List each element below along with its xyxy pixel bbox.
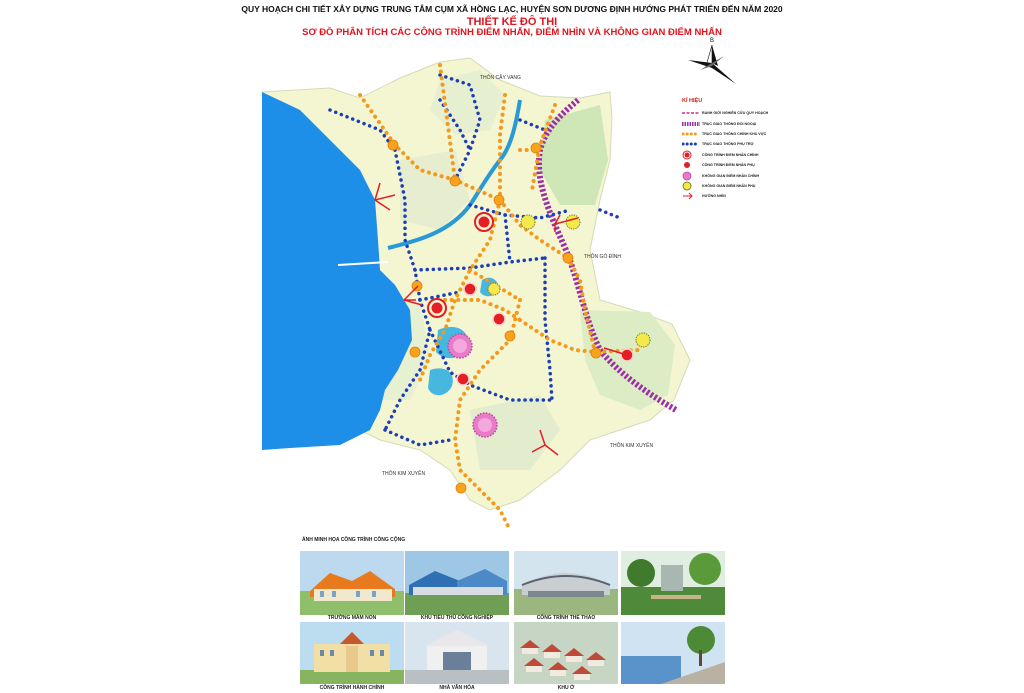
photo-caption: KHU TIỂU THỦ CÔNG NGHIỆP — [420, 615, 494, 621]
legend-item — [682, 118, 782, 128]
boundary-icon — [682, 109, 702, 117]
legend-item — [682, 139, 782, 149]
legend-label: CÔNG TRÌNH ĐIỂM NHẤN CHÍNH — [702, 152, 759, 157]
legend-label: HƯỚNG NHÌN — [702, 194, 726, 199]
main-landmark-icon — [682, 151, 702, 159]
photo-sports-complex — [514, 551, 618, 615]
secondary-landmark-icon — [682, 161, 702, 169]
plan-title: QUY HOẠCH CHI TIẾT XÂY DỰNG TRUNG TÂM CỤM XÃ HỒNG LẠC, HUYỆN SƠN DƯƠNG ĐỊNH HƯỚNG PHÁT TRIỂN ĐẾN NĂM 2020 — [241, 4, 783, 14]
diagram-title: SƠ ĐỒ PHÂN TÍCH CÁC CÔNG TRÌNH ĐIỂM NHẤN, ĐIỂM NHÌN VÀ KHÔNG GIAN ĐIỂM NHẤN — [302, 27, 722, 38]
north-arrow-label: B — [710, 38, 715, 44]
photo-park — [621, 551, 725, 615]
legend-title: KÍ HIỆU — [682, 98, 703, 104]
photo-caption: CÔNG TRÌNH THỂ THAO — [536, 615, 596, 621]
north-arrow — [688, 38, 736, 84]
map-legend — [682, 98, 782, 202]
legend-item — [682, 191, 782, 201]
legend-label: KHÔNG GIAN ĐIỂM NHẤN CHÍNH — [702, 173, 760, 178]
legend-item — [682, 150, 782, 160]
photo-caption: NHÀ VĂN HÓA — [439, 685, 475, 691]
label-thon-go-dinh: THÔN GÒ ĐÌNH — [584, 254, 621, 260]
legend-item — [682, 181, 782, 191]
legend-label: TRỤC GIAO THÔNG ĐỐI NGOẠI — [702, 121, 757, 126]
section-title: THIẾT KẾ ĐÔ THỊ — [466, 16, 558, 28]
legend-item — [682, 108, 782, 118]
external-road-icon — [682, 120, 702, 128]
label-thon-kim-xuyen-east: THÔN KIM XUYÊN — [610, 443, 654, 449]
legend-label: TRỤC GIAO THÔNG PHỤ TRỢ — [702, 142, 754, 147]
legend-item — [682, 160, 782, 170]
secondary-space-icon — [682, 182, 702, 190]
photo-administrative — [300, 622, 404, 684]
photo-kindergarten — [300, 551, 404, 615]
label-thon-cay-vang: THÔN CÂY VANG — [480, 75, 521, 81]
main-road-icon — [682, 130, 702, 138]
legend-label: TRỤC GIAO THÔNG CHÍNH KHU VỰC — [702, 131, 767, 136]
photo-residential — [514, 622, 618, 684]
legend-label: KHÔNG GIAN ĐIỂM NHẤN PHỤ — [702, 183, 756, 188]
minor-road-icon — [682, 140, 702, 148]
photo-cultural-house — [405, 622, 509, 684]
legend-label: RANH GIỚI NGHIÊN CỨU QUY HOẠCH — [702, 111, 769, 116]
legend-item — [682, 129, 782, 139]
label-thon-kim-xuyen-south: THÔN KIM XUYÊN — [382, 471, 426, 477]
legend-label: CÔNG TRÌNH ĐIỂM NHẤN PHỤ — [702, 163, 755, 168]
view-arrow-icon — [682, 192, 702, 200]
gallery-title: ẢNH MINH HỌA CÔNG TRÌNH CÔNG CỘNG — [302, 537, 406, 543]
photo-caption: CÔNG TRÌNH HÀNH CHÍNH — [319, 685, 385, 691]
photo-caption: KHU Ở — [557, 685, 575, 691]
main-space-icon — [682, 172, 702, 180]
photo-caption: TRƯỜNG MẦM NON — [327, 615, 377, 621]
legend-item — [682, 170, 782, 180]
photo-waterfront — [621, 622, 725, 684]
photo-industrial-zone — [405, 551, 509, 615]
